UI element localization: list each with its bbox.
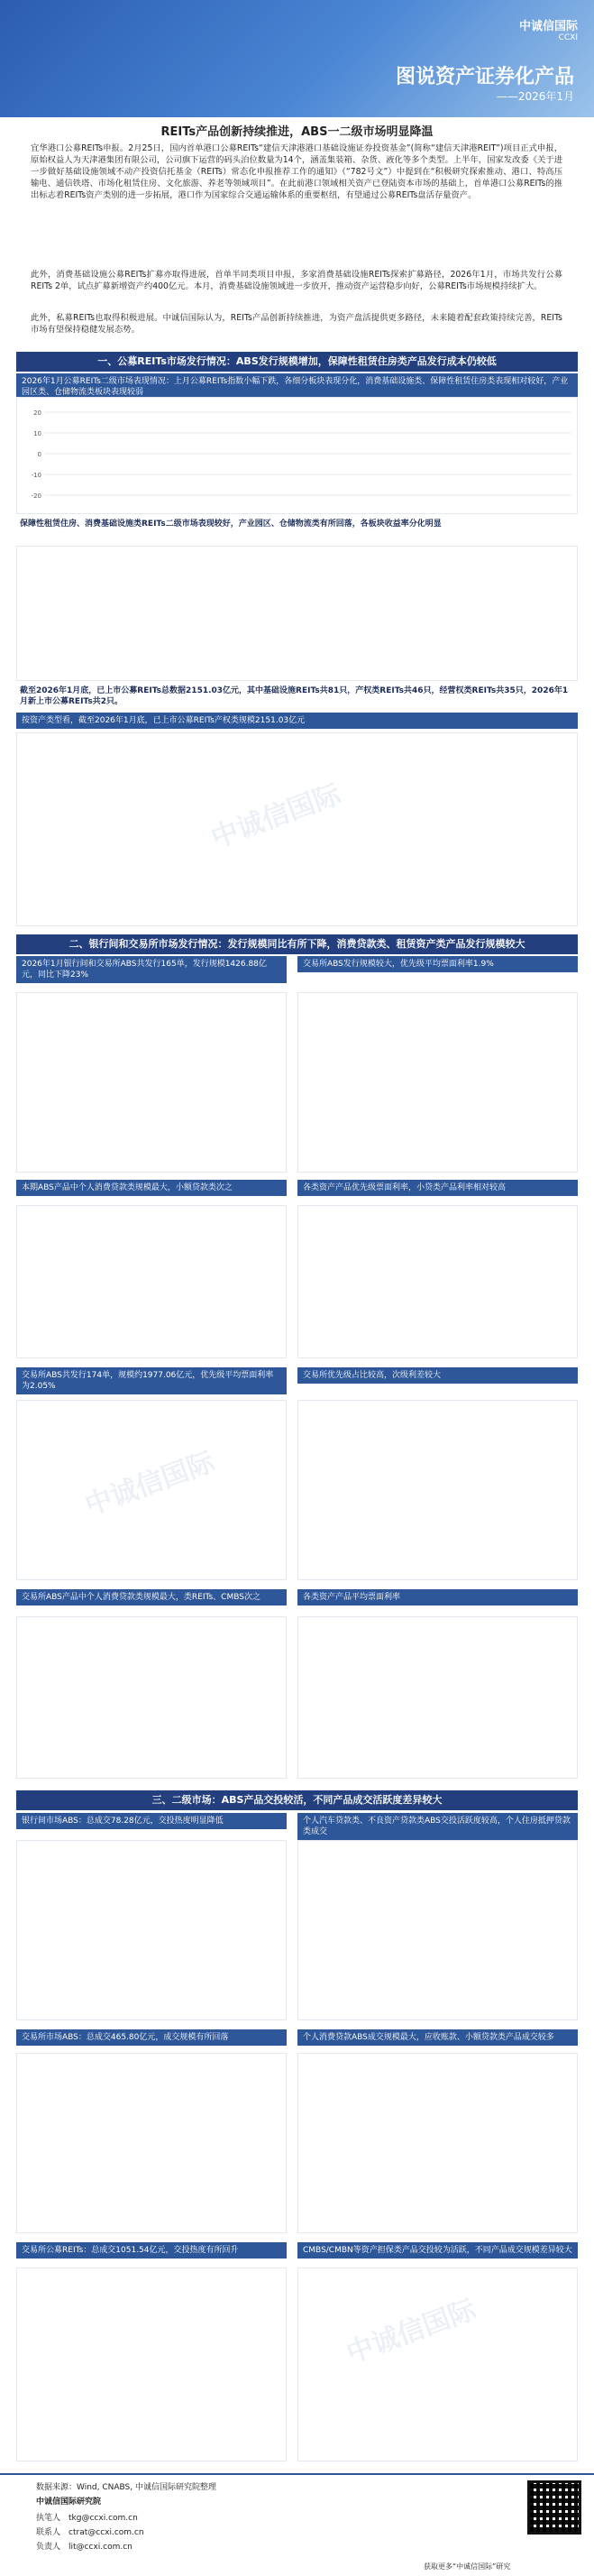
abs2-rate-chart	[16, 1400, 287, 1580]
data-source: 数据来源：Wind, CNABS, 中诚信国际研究院整理	[36, 2483, 216, 2492]
bank-type-trade-chart	[297, 1840, 578, 2020]
abs2-right-header: 交易所优先级占比较高，次级利差较大	[297, 1367, 578, 1384]
ex-secondary-header: 交易所市场ABS：总成交465.80亿元，成交规模有所回落	[16, 2029, 287, 2046]
logo-text: 中诚信国际	[518, 20, 578, 33]
abs-mid-right-header: 各类资产产品优先级票面利率，小贷类产品利率相对较高	[297, 1180, 578, 1196]
reits-type-trade-header: CMBS/CMBN等资产担保类产品交投较为活跃，不同产品成交规模差异较大	[297, 2242, 578, 2259]
abs-right-header: 交易所ABS发行规模较大，优先级平均票面利率1.9%	[297, 956, 578, 972]
section-3-title: 三、二级市场：ABS产品交投较活，不同产品成交活跃度差异较大	[16, 1790, 578, 1810]
footer-email[interactable]: tkg@ccxi.com.cn	[69, 2514, 138, 2523]
y-tick-label: 20	[33, 409, 41, 417]
abs2-mid-right-header: 各类资产产品平均票面利率	[297, 1589, 578, 1605]
reits-header: 2026年1月公募REITs二级市场表现情况：上月公募REITs指数小幅下跌，各细分板块表现分化，消费基础设施类、保障性租赁住房类表现相对较好，产业园区类、仓储物流类板块表现较弱	[16, 373, 578, 400]
footer-item	[36, 2525, 144, 2537]
y-tick-label: -10	[31, 472, 41, 479]
abs2-mid-left-header: 交易所ABS产品中个人消费贷款类规模最大，类REITs、CMBS次之	[16, 1589, 287, 1605]
reits-note: 保障性租赁住房、消费基础设施类REITs二级市场表现较好，产业园区、仓储物流类有所回落，各板块收益率分化明显	[20, 520, 442, 529]
abs2-cost-chart	[297, 1616, 578, 1779]
y-tick-label: 0	[37, 451, 41, 458]
y-tick-label: -20	[31, 492, 41, 500]
abs-cost-chart	[297, 1205, 578, 1358]
abs-rate-chart	[16, 992, 287, 1173]
ex-type-trade-chart	[297, 2053, 578, 2233]
abs2-left-header: 交易所ABS共发行174单，规模约1977.06亿元，优先级平均票面利率为2.05%	[16, 1367, 287, 1394]
abs-pie-chart	[297, 992, 578, 1173]
logo-sub: CCXI	[558, 33, 578, 42]
brand-logo	[519, 16, 578, 42]
abs-left-header: 2026年1月银行间和交易所ABS共发行165单，发行规模1426.88亿元，同比下降23%	[16, 956, 287, 983]
footer	[0, 2473, 594, 2576]
qr-code-icon	[527, 2480, 581, 2535]
page-subtitle: ——2026年1月	[496, 90, 574, 103]
footer-email[interactable]: lit@ccxi.com.cn	[69, 2543, 133, 2552]
ex-trade-chart	[16, 2053, 287, 2233]
header-banner	[0, 0, 594, 117]
abs2-type-chart	[16, 1616, 287, 1779]
ex-type-header: 个人消费贷款ABS成交规模最大，应收账款、小额贷款类产品成交较多	[297, 2029, 578, 2046]
reits-type-chart	[16, 732, 578, 926]
footer-role: 联系人	[36, 2528, 61, 2537]
footer-email[interactable]: ctrat@ccxi.com.cn	[69, 2528, 144, 2537]
qr-note: 获取更多“中诚信国际”研究	[424, 2562, 511, 2571]
footer-item	[36, 2511, 138, 2523]
reits-scale-chart	[16, 546, 578, 681]
footer-org: 中诚信国际研究院	[36, 2498, 102, 2507]
intro-paragraph-1: 宜华港口公募REITs申报。2月25日，国内首单港口公募REITs“建信天津港港口基础设施证券投资基金”(简称“建信天津港REIT”)项目正式申报，原始权益人为天津港集团有限公司，公司旗下运营的码头泊位数量为14个，涵盖集装箱、杂货、液化等多个类型。上半年，国家发改委《关于进一步做好基础设施领域不动产投资信托基金（REITs）常态化申报推荐工作的通知》（“782号文”）中提到在“积极研究探索推动、港口、特高压输电、通信铁塔、市场化租赁住房、文化旅游、养老等领域项目”。在此前港口领域相关资产已登陆资本市场的基础上，首单港口公募REITs的推出标志着REITs资产类别的进一步拓展，港口作为国家综合交通运输体系的重要枢纽，有望通过公募REITs盘活存量资产。	[31, 143, 562, 200]
footer-role: 执笔人	[36, 2514, 61, 2523]
y-tick-label: 10	[33, 430, 41, 437]
bank-trade-chart	[16, 1840, 287, 2020]
reits-performance-chart	[16, 397, 578, 514]
reits-type-trade-chart	[297, 2268, 578, 2461]
footer-item	[36, 2540, 133, 2552]
abs-mid-left-header: 本期ABS产品中个人消费贷款类规模最大，小额贷款类次之	[16, 1180, 287, 1196]
intro-paragraph-3: 此外，私募REITs也取得积极进展。中诚信国际认为，REITs产品创新持续推进，为资产盘活提供更多路径，未来随着配套政策持续完善，REITs市场有望保持稳健发展态势。	[31, 313, 562, 335]
section-1-title: 一、公募REITs市场发行情况：ABS发行规模增加，保障性租赁住房类产品发行成本仍较低	[16, 352, 578, 372]
bank-type-header: 个人汽车贷款类、不良资产贷款类ABS交投活跃度较高，个人住房抵押贷款类成交	[297, 1813, 578, 1840]
abs2-pie-chart	[297, 1400, 578, 1580]
abs-type-chart	[16, 1205, 287, 1358]
section-2-title: 二、银行间和交易所市场发行情况：发行规模同比有所下降，消费贷款类、租赁资产类产品发行规模较大	[16, 934, 578, 954]
reits-secondary-header: 交易所公募REITs：总成交1051.54亿元，交投热度有所回升	[16, 2242, 287, 2259]
footer-role: 负责人	[36, 2543, 61, 2552]
page-title: 图说资产证券化产品	[395, 66, 574, 88]
intro-paragraph-2: 此外，消费基础设施公募REITs扩募亦取得进展，首单半同类项目申报，多家消费基础设施REITs探索扩募路径，2026年1月，市场共发行公募REITs 2单，试点扩募新增资产约400亿元。本月，消费基础设施领域进一步放开，推动资产运营稳步向好，公募REITs市场规模持续扩大。	[31, 270, 562, 291]
reits-trade-chart	[16, 2268, 287, 2461]
reits-scale-note: 截至2026年1月底，已上市公募REITs总数据2151.03亿元，其中基础设施REITs共81只，产权类REITs共46只，经营权类REITs共35只，2026年1月新上市公募REITs共2只。	[20, 686, 569, 706]
reits-type-header: 按资产类型看，截至2026年1月底，已上市公募REITs产权类规模2151.03亿元	[16, 713, 578, 729]
report-subject: REITs产品创新持续推进，ABS一二级市场明显降温	[160, 125, 434, 139]
bank-secondary-header: 银行间市场ABS：总成交78.28亿元，交投热度明显降低	[16, 1813, 287, 1829]
